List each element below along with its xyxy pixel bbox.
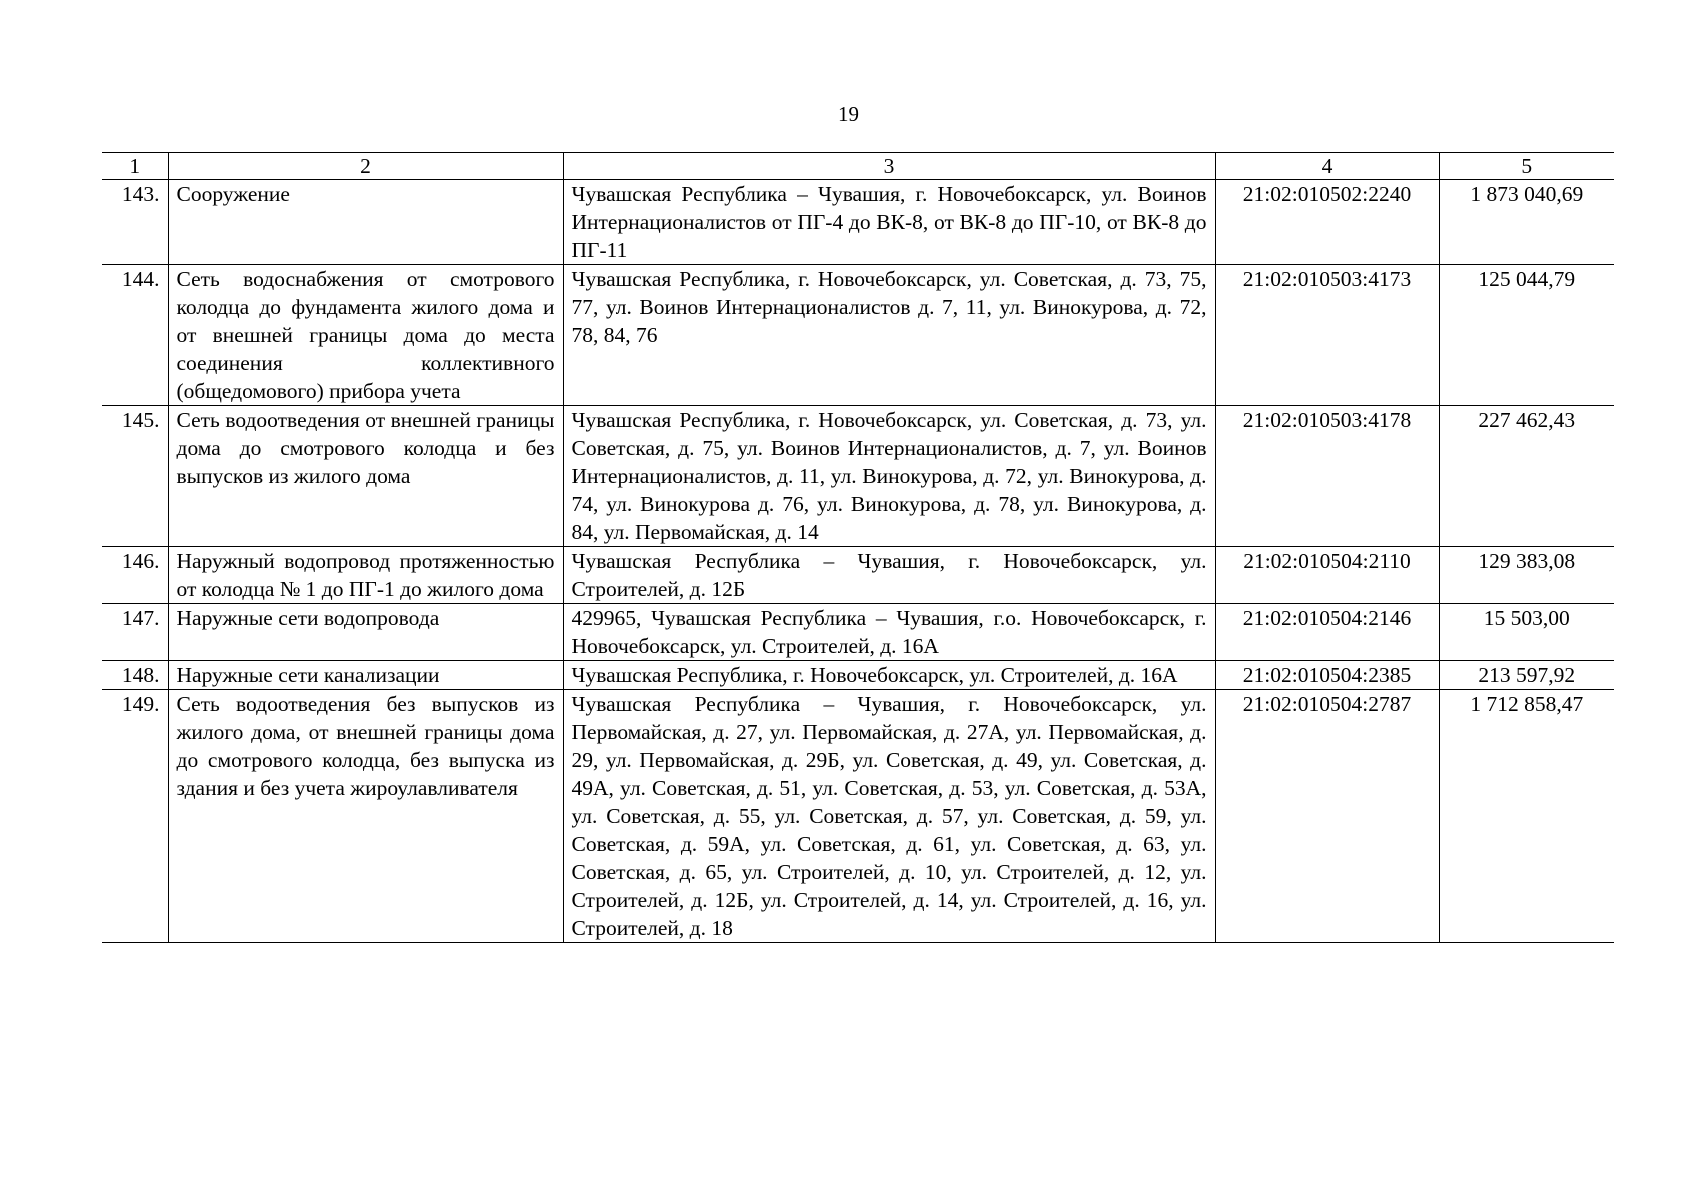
table-row (102, 547, 1614, 604)
object-address: Чувашская Республика – Чувашия, г. Новочебоксарск, ул. Воинов Интернационалистов от ПГ-4 до ВК-8, от ВК-8 до ПГ-10, от ВК-8 до ПГ-11 (563, 180, 1215, 265)
page-number: 19 (838, 102, 859, 126)
row-number: 145. (102, 406, 168, 547)
object-address: 429965, Чувашская Республика – Чувашия, г.о. Новочебоксарск, г. Новочебоксарск, ул. Строителей, д. 16А (563, 604, 1215, 661)
object-address: Чувашская Республика – Чувашия, г. Новочебоксарск, ул. Первомайская, д. 27, ул. Первомайская, д. 27А, ул. Первомайская, д. 29, ул. Первомайская, д. 29Б, ул. Советская, д. 49, ул. Советская, д. 49А, ул. Советская, д. 51, ул. Советская, д. 53, ул. Советская, д. 53А, ул. Советская, д. 55, ул. Советская, д. 57, ул. Советская, д. 59, ул. Советская, д. 59А, ул. Советская, д. 61, ул. Советская, д. 63, ул. Советская, д. 65, ул. Строителей, д. 10, ул. Строителей, д. 12, ул. Строителей, д. 12Б, ул. Строителей, д. 14, ул. Строителей, д. 16, ул. Строителей, д. 18 (563, 690, 1215, 943)
table-row (102, 604, 1614, 661)
object-address: Чувашская Республика, г. Новочебоксарск, ул. Советская, д. 73, 75, 77, ул. Воинов Интернационалистов д. 7, 11, ул. Винокурова, д. 72, 78, 84, 76 (563, 265, 1215, 406)
table-row (102, 180, 1614, 265)
object-name: Сеть водоотведения от внешней границы дома до смотрового колодца и без выпусков из жилого дома (168, 406, 563, 547)
column-number-header-row (102, 153, 1614, 180)
object-name: Сеть водоснабжения от смотрового колодца до фундамента жилого дома и от внешней границы дома до места соединения коллективного (общедомового) прибора учета (168, 265, 563, 406)
object-value: 125 044,79 (1439, 265, 1614, 406)
property-registry-table (102, 152, 1614, 943)
object-address: Чувашская Республика, г. Новочебоксарск, ул. Советская, д. 73, ул. Советская, д. 75, ул. Воинов Интернационалистов, д. 7, ул. Воинов Интернационалистов, д. 11, ул. Винокурова, д. 72, ул. Винокурова, д. 74, ул. Винокурова д. 76, ул. Винокурова, д. 78, ул. Винокурова, д. 84, ул. Первомайская, д. 14 (563, 406, 1215, 547)
column-header-3: 3 (563, 153, 1215, 180)
object-name: Наружные сети канализации (168, 661, 563, 690)
object-name: Сооружение (168, 180, 563, 265)
object-value: 213 597,92 (1439, 661, 1614, 690)
row-number: 146. (102, 547, 168, 604)
object-name: Наружный водопровод протяженностью от колодца № 1 до ПГ-1 до жилого дома (168, 547, 563, 604)
cadastral-number: 21:02:010504:2385 (1215, 661, 1439, 690)
table-row (102, 690, 1614, 943)
object-value: 1 712 858,47 (1439, 690, 1614, 943)
row-number: 147. (102, 604, 168, 661)
cadastral-number: 21:02:010504:2146 (1215, 604, 1439, 661)
column-header-4: 4 (1215, 153, 1439, 180)
column-header-2: 2 (168, 153, 563, 180)
table-row (102, 406, 1614, 547)
object-address: Чувашская Республика – Чувашия, г. Новочебоксарск, ул. Строителей, д. 12Б (563, 547, 1215, 604)
object-value: 1 873 040,69 (1439, 180, 1614, 265)
object-name: Сеть водоотведения без выпусков из жилого дома, от внешней границы дома до смотрового колодца, без выпуска из здания и без учета жироулавливателя (168, 690, 563, 943)
object-value: 129 383,08 (1439, 547, 1614, 604)
cadastral-number: 21:02:010503:4173 (1215, 265, 1439, 406)
object-value: 227 462,43 (1439, 406, 1614, 547)
row-number: 149. (102, 690, 168, 943)
object-value: 15 503,00 (1439, 604, 1614, 661)
cadastral-number: 21:02:010502:2240 (1215, 180, 1439, 265)
object-name: Наружные сети водопровода (168, 604, 563, 661)
table-row (102, 265, 1614, 406)
cadastral-number: 21:02:010504:2787 (1215, 690, 1439, 943)
column-header-5: 5 (1439, 153, 1614, 180)
object-address: Чувашская Республика, г. Новочебоксарск, ул. Строителей, д. 16А (563, 661, 1215, 690)
row-number: 148. (102, 661, 168, 690)
row-number: 144. (102, 265, 168, 406)
cadastral-number: 21:02:010504:2110 (1215, 547, 1439, 604)
table-row (102, 661, 1614, 690)
row-number: 143. (102, 180, 168, 265)
cadastral-number: 21:02:010503:4178 (1215, 406, 1439, 547)
column-header-1: 1 (102, 153, 168, 180)
